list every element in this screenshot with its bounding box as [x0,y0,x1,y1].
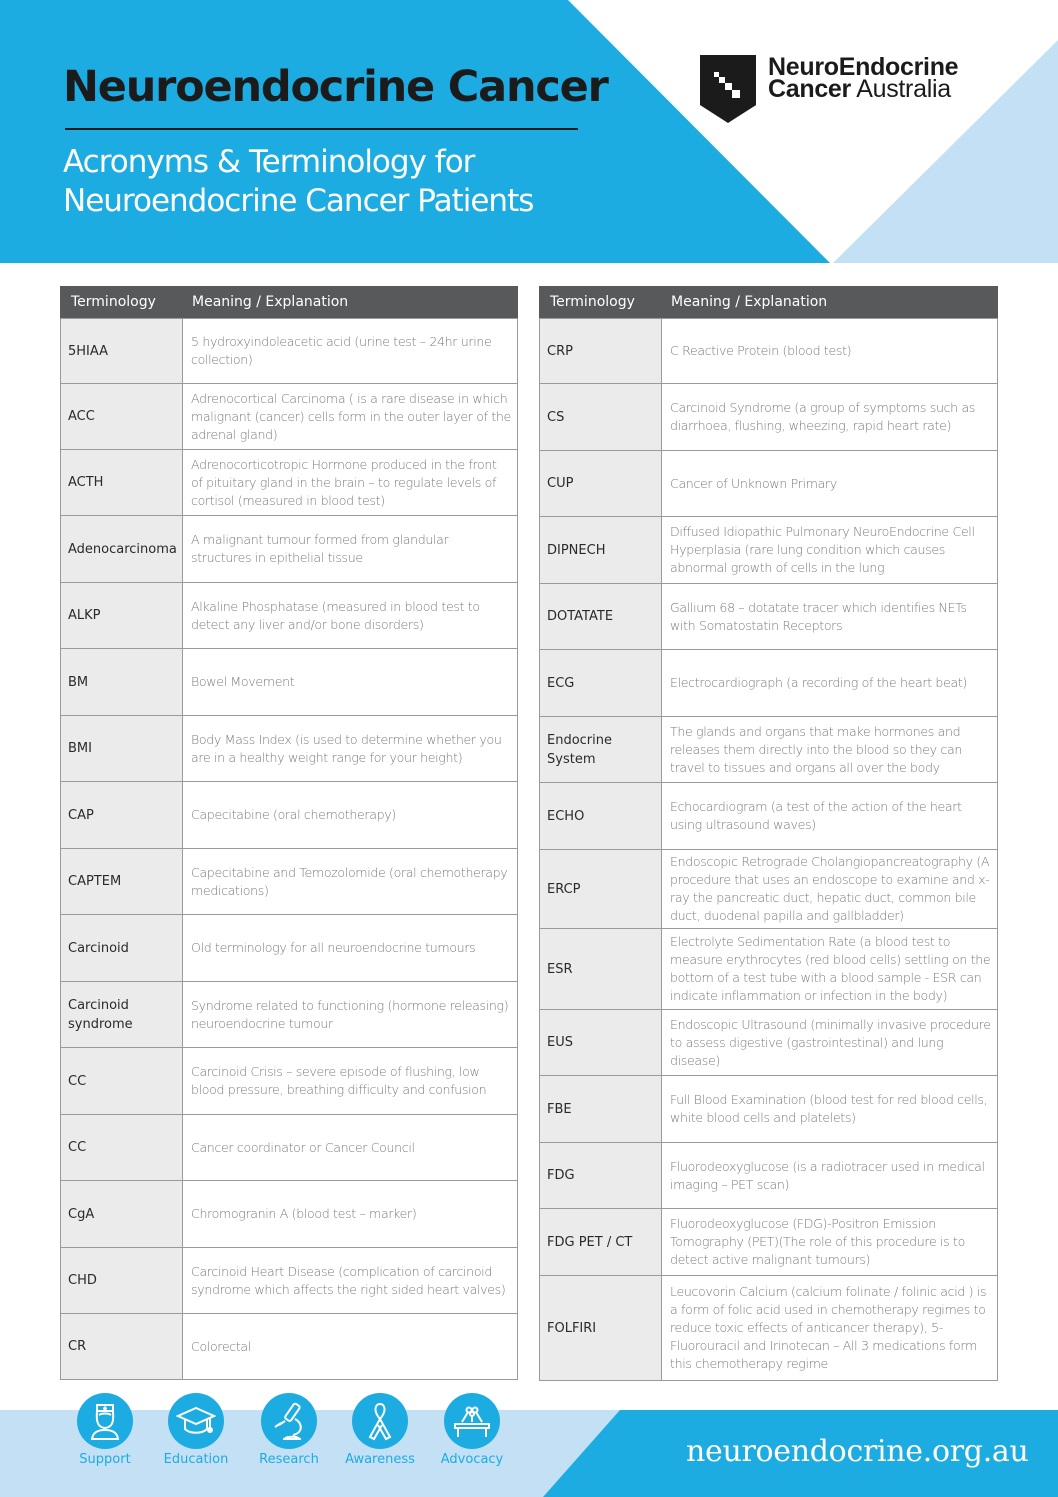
meaning-cell: Full Blood Examination (blood test for red blood cells, white blood cells and platelets) [662,1076,997,1142]
meaning-cell: Capecitabine (oral chemotherapy) [183,782,517,848]
table-header-row [539,286,998,318]
table-row [539,451,998,517]
page-subtitle [63,143,623,221]
table-row [539,584,998,650]
table-row [60,915,518,982]
term-cell: FOLFIRI [540,1276,662,1380]
pillar-label: Advocacy [440,1452,504,1467]
terminology-table-left [60,286,518,1380]
term-cell: ERCP [540,850,662,928]
table-row [60,1248,518,1314]
term-cell: ECHO [540,783,662,849]
table-row [539,1209,998,1276]
table-row [60,849,518,915]
meaning-cell: Electrocardiograph (a recording of the heart beat) [662,650,997,716]
term-cell: BM [61,649,183,715]
meaning-cell: Endoscopic Retrograde Cholangiopancreatography (A procedure that uses an endoscope to examine and x-ray the pancreatic duct, hepatic duct, common bile duct, duodenal papilla and gallbladder) [662,850,997,928]
pillar-label: Education [163,1452,229,1467]
pillar-support[interactable] [60,1393,150,1467]
meaning-cell: Carcinoid Crisis – severe episode of flushing, low blood pressure, breathing difficulty and confusion [183,1048,517,1114]
microscope-icon [261,1393,317,1449]
table-row [539,318,998,384]
table-row [539,783,998,850]
table-row [60,450,518,516]
meaning-cell: Cancer of Unknown Primary [662,451,997,516]
logo-text-line-1: NeuroEndocrine [768,53,959,81]
shield-logo-icon [700,55,756,123]
meaning-cell: Leucovorin Calcium (calcium folinate / folinic acid ) is a form of folic acid used in chemotherapy regimes to reduce toxic effects of anticancer therapy), 5-Fluorouracil and Irinotecan – All 3 medications form this chemotherapy regime [662,1276,997,1380]
table-row [60,982,518,1048]
term-cell: CAPTEM [61,849,183,914]
term-cell: DOTATATE [540,584,662,649]
website-link[interactable]: neuroendocrine.org.au [686,1434,1029,1469]
subtitle-line-2: Neuroendocrine Cancer Patients [63,183,534,219]
table-row [60,318,518,384]
meaning-cell: 5 hydroxyindoleacetic acid (urine test – 24hr urine collection) [183,319,517,383]
table-row [539,1010,998,1076]
meaning-cell: Cancer coordinator or Cancer Council [183,1115,517,1180]
meaning-cell: Alkaline Phosphatase (measured in blood test to detect any liver and/or bone disorders) [183,583,517,648]
meaning-cell: Adrenocorticotropic Hormone produced in the front of pituitary gland in the brain – to regulate levels of cortisol (measured in blood test) [183,450,517,515]
page-header [0,0,1058,263]
subtitle-line-1: Acronyms & Terminology for [63,144,475,180]
table-row [60,1048,518,1115]
table-row [539,1143,998,1209]
term-cell: ALKP [61,583,183,648]
term-cell: FDG [540,1143,662,1208]
logo-text-light: Australia [850,75,951,103]
pillar-education[interactable] [151,1393,241,1467]
meaning-cell: Electrolyte Sedimentation Rate (a blood test to measure erythrocytes (red blood cells) settling on the bottom of a test tube with a blood sample - ESR can indicate inflammation or infection in the body) [662,929,997,1009]
meaning-cell: Syndrome related to functioning (hormone releasing) neuroendocrine tumour [183,982,517,1047]
pillar-research[interactable] [244,1393,334,1467]
meaning-cell: Fluorodeoxyglucose (is a radiotracer used in medical imaging – PET scan) [662,1143,997,1208]
term-cell: DIPNECH [540,517,662,583]
meaning-cell: Body Mass Index (is used to determine whether you are in a healthy weight range for your height) [183,716,517,781]
title-divider [65,128,578,130]
meaning-cell: Carcinoid Syndrome (a group of symptoms such as diarrhoea, flushing, wheezing, rapid heart rate) [662,384,997,450]
term-cell: CgA [61,1181,183,1247]
meaning-cell: The glands and organs that make hormones and releases them directly into the blood so they can travel to tissues and organs all over the body [662,717,997,782]
term-cell: BMI [61,716,183,781]
table-row [539,517,998,584]
page-title: Neuroendocrine Cancer [63,62,608,112]
logo-text-line-2 [768,77,951,102]
term-cell: CRP [540,319,662,383]
column-header-meaning: Meaning / Explanation [671,294,828,310]
pillar-awareness[interactable] [335,1393,425,1467]
table-row [539,1276,998,1381]
meaning-cell: Echocardiogram (a test of the action of the heart using ultrasound waves) [662,783,997,849]
term-cell: ACTH [61,450,183,515]
term-cell: CHD [61,1248,183,1313]
term-cell: CR [61,1314,183,1379]
table-header-row [60,286,518,318]
meaning-cell: C Reactive Protein (blood test) [662,319,997,383]
table-row [60,782,518,849]
meaning-cell: Carcinoid Heart Disease (complication of carcinoid syndrome which affects the right sided heart valves) [183,1248,517,1313]
term-cell: FDG PET / CT [540,1209,662,1275]
meaning-cell: Fluorodeoxyglucose (FDG)-Positron Emission Tomography (PET)(The role of this procedure is to detect active malignant tumours) [662,1209,997,1275]
meaning-cell: A malignant tumour formed from glandular structures in epithelial tissue [183,516,517,582]
mission-pillars [0,1393,540,1483]
pillar-label: Research [259,1452,319,1467]
table-row [539,717,998,783]
meaning-cell: Adrenocortical Carcinoma ( is a rare disease in which malignant (cancer) cells form in the outer layer of the adrenal gland) [183,384,517,449]
podium-microphones-icon [444,1393,500,1449]
meaning-cell: Bowel Movement [183,649,517,715]
term-cell: ECG [540,650,662,716]
column-header-terminology: Terminology [550,294,635,310]
term-cell: Carcinoid [61,915,183,981]
term-cell: ESR [540,929,662,1009]
header-background-shapes [0,0,1058,263]
table-row [60,583,518,649]
term-cell: CUP [540,451,662,516]
table-row [539,1076,998,1143]
term-cell: EUS [540,1010,662,1075]
table-row [60,716,518,782]
meaning-cell: Colorectal [183,1314,517,1379]
term-cell: CAP [61,782,183,848]
table-row [539,850,998,929]
meaning-cell: Capecitabine and Temozolomide (oral chemotherapy medications) [183,849,517,914]
column-header-meaning: Meaning / Explanation [192,294,349,310]
table-row [60,649,518,716]
term-cell: 5HIAA [61,319,183,383]
column-header-terminology: Terminology [71,294,156,310]
table-row [60,384,518,450]
term-cell: CS [540,384,662,450]
table-row [60,516,518,583]
table-row [539,650,998,717]
ribbon-icon [352,1393,408,1449]
table-row [539,384,998,451]
term-cell: FBE [540,1076,662,1142]
table-row [60,1115,518,1181]
term-cell: Endocrine System [540,717,662,782]
graduation-cap-icon [168,1393,224,1449]
term-cell: CC [61,1115,183,1180]
table-row [60,1314,518,1380]
term-cell: Adenocarcinoma [61,516,183,582]
term-cell: ACC [61,384,183,449]
terminology-table-right [539,286,998,1381]
meaning-cell: Endoscopic Ultrasound (minimally invasive procedure to assess digestive (gastrointestinal) and lung disease) [662,1010,997,1075]
pillar-label: Awareness [345,1452,415,1467]
meaning-cell: Diffused Idiopathic Pulmonary NeuroEndocrine Cell Hyperplasia (rare lung condition which causes abnormal growth of cells in the lung [662,517,997,583]
meaning-cell: Chromogranin A (blood test – marker) [183,1181,517,1247]
nurse-icon [77,1393,133,1449]
table-row [60,1181,518,1248]
pillar-advocacy[interactable] [427,1393,517,1467]
table-row [539,929,998,1010]
logo-text-bold: Cancer [768,75,851,103]
term-cell: CC [61,1048,183,1114]
pillar-label: Support [79,1452,131,1467]
meaning-cell: Gallium 68 – dotatate tracer which identifies NETs with Somatostatin Receptors [662,584,997,649]
meaning-cell: Old terminology for all neuroendocrine tumours [183,915,517,981]
term-cell: Carcinoid syndrome [61,982,183,1047]
organization-logo[interactable] [700,55,980,125]
